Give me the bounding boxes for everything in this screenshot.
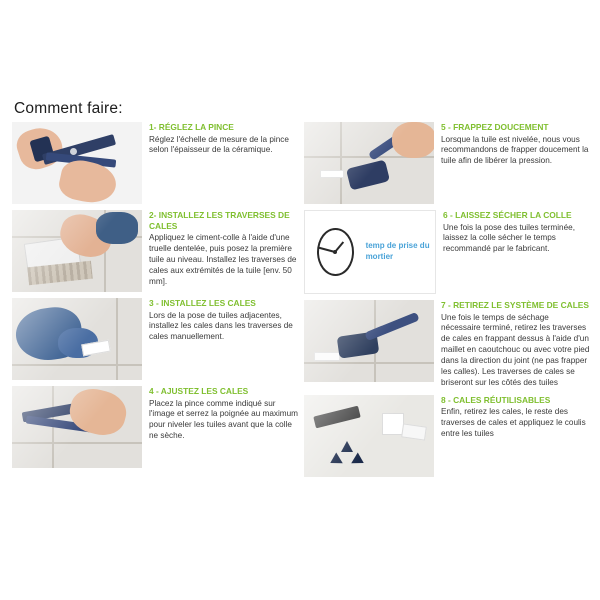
step-heading: 2- INSTALLEZ LES TRAVERSES DE CALES <box>149 210 290 231</box>
diagram-label: temp de prise du mortier <box>365 241 430 261</box>
step-row <box>12 298 298 380</box>
wedge-shape <box>401 423 427 440</box>
step-row <box>304 210 590 294</box>
step-description: Lorsque la tuile est nivelée, nous vous recommandons de frapper doucement la tuile afin de libérer la pression. <box>441 134 589 166</box>
traverse-shape <box>313 405 361 428</box>
step-heading: 1- RÉGLEZ LA PINCE <box>149 122 234 132</box>
step-row <box>12 386 298 468</box>
step-text <box>142 122 298 156</box>
step-row <box>304 395 590 477</box>
step-row <box>12 210 298 292</box>
step-row <box>304 300 590 389</box>
grout-line <box>12 442 142 444</box>
photo-notched-trowel-adhesive <box>12 210 142 292</box>
step-heading: 6 - LAISSEZ SÉCHER LA COLLE <box>443 210 572 220</box>
step-description: Réglez l'échelle de mesure de la pince selon l'épaisseur de la céramique. <box>149 134 289 155</box>
step-description: Lors de la pose de tuiles adjacentes, installez les cales dans les traverses de cales manuellement. <box>149 310 293 342</box>
step-heading: 8 - CALES RÉUTILISABLES <box>441 394 551 405</box>
clock-diagram <box>305 211 435 293</box>
recycle-arrow <box>348 452 364 468</box>
step-text <box>434 395 590 440</box>
photo-mallet-tapping-tile <box>304 122 434 204</box>
step-description: Une fois la pose des tuiles terminée, laissez la colle sécher le temps recommandé par le fabricant. <box>443 222 575 254</box>
page-title: Comment faire: <box>14 100 123 117</box>
steps-column-right <box>304 122 590 483</box>
wedge-shape <box>382 413 404 435</box>
step-heading: 5 - FRAPPEZ DOUCEMENT <box>441 122 549 132</box>
step-text <box>434 300 590 389</box>
pliers-screw-shape <box>70 148 77 155</box>
step-heading: 3 - INSTALLEZ LES CALES <box>149 298 256 308</box>
hand-icon <box>392 122 434 158</box>
clock-icon <box>317 228 354 276</box>
diagram-mortar-setting-time <box>304 210 436 294</box>
step-text <box>142 210 298 288</box>
photo-reusable-wedges-recycle <box>304 395 434 477</box>
step-text <box>436 210 590 255</box>
grout-line <box>12 364 142 366</box>
grout-line <box>340 122 342 204</box>
photo-hands-adjusting-pliers <box>12 122 142 204</box>
step-description: Placez la pince comme indiqué sur l'image et serrez la poignée au maximum pour niveler les tuiles avant que la colle ne sèche. <box>149 398 299 441</box>
recycle-icon <box>332 441 362 467</box>
wedge-shape <box>314 352 340 361</box>
step-text <box>434 122 590 167</box>
clock-center-dot <box>333 250 337 254</box>
step-row <box>304 122 590 204</box>
step-heading: 7 - RETIREZ LE SYSTÈME DE CALES <box>441 300 589 310</box>
glove-shape <box>96 212 138 244</box>
photo-gloved-hand-placing-wedge <box>12 298 142 380</box>
step-description: Une fois le temps de séchage nécessaire terminé, retirez les traverses de cales en frappant dessus à l'aide d'un maillet en caoutchouc ou avec votre pied dans la direction du joint (ne pas frapper les calles). Les traverses de cales se briseront sur les côtés des tuiles <box>441 312 590 387</box>
step-description: Appliquez le ciment-colle à l'aide d'une truelle dentelée, puis posez la première tuile au niveau. Installez les traverses de cales aux extrémités de la tuile [env. 50 mm]. <box>149 233 297 286</box>
step-row <box>12 122 298 204</box>
photo-pliers-tightening-wedge <box>12 386 142 468</box>
recycle-arrow <box>341 441 353 452</box>
step-description: Enfin, retirez les cales, le reste des traverses de cales et appliquez le coulis entre les tuiles <box>441 407 586 439</box>
recycle-arrow <box>330 452 346 468</box>
grout-line <box>304 362 434 364</box>
photo-mallet-removing-traverse <box>304 300 434 382</box>
traverse-shape <box>320 170 344 178</box>
steps-column-left <box>12 122 298 474</box>
step-heading: 4 - AJUSTEZ LES CALES <box>149 386 249 396</box>
step-text <box>142 386 298 442</box>
grout-line <box>116 298 118 380</box>
step-text <box>142 298 298 343</box>
